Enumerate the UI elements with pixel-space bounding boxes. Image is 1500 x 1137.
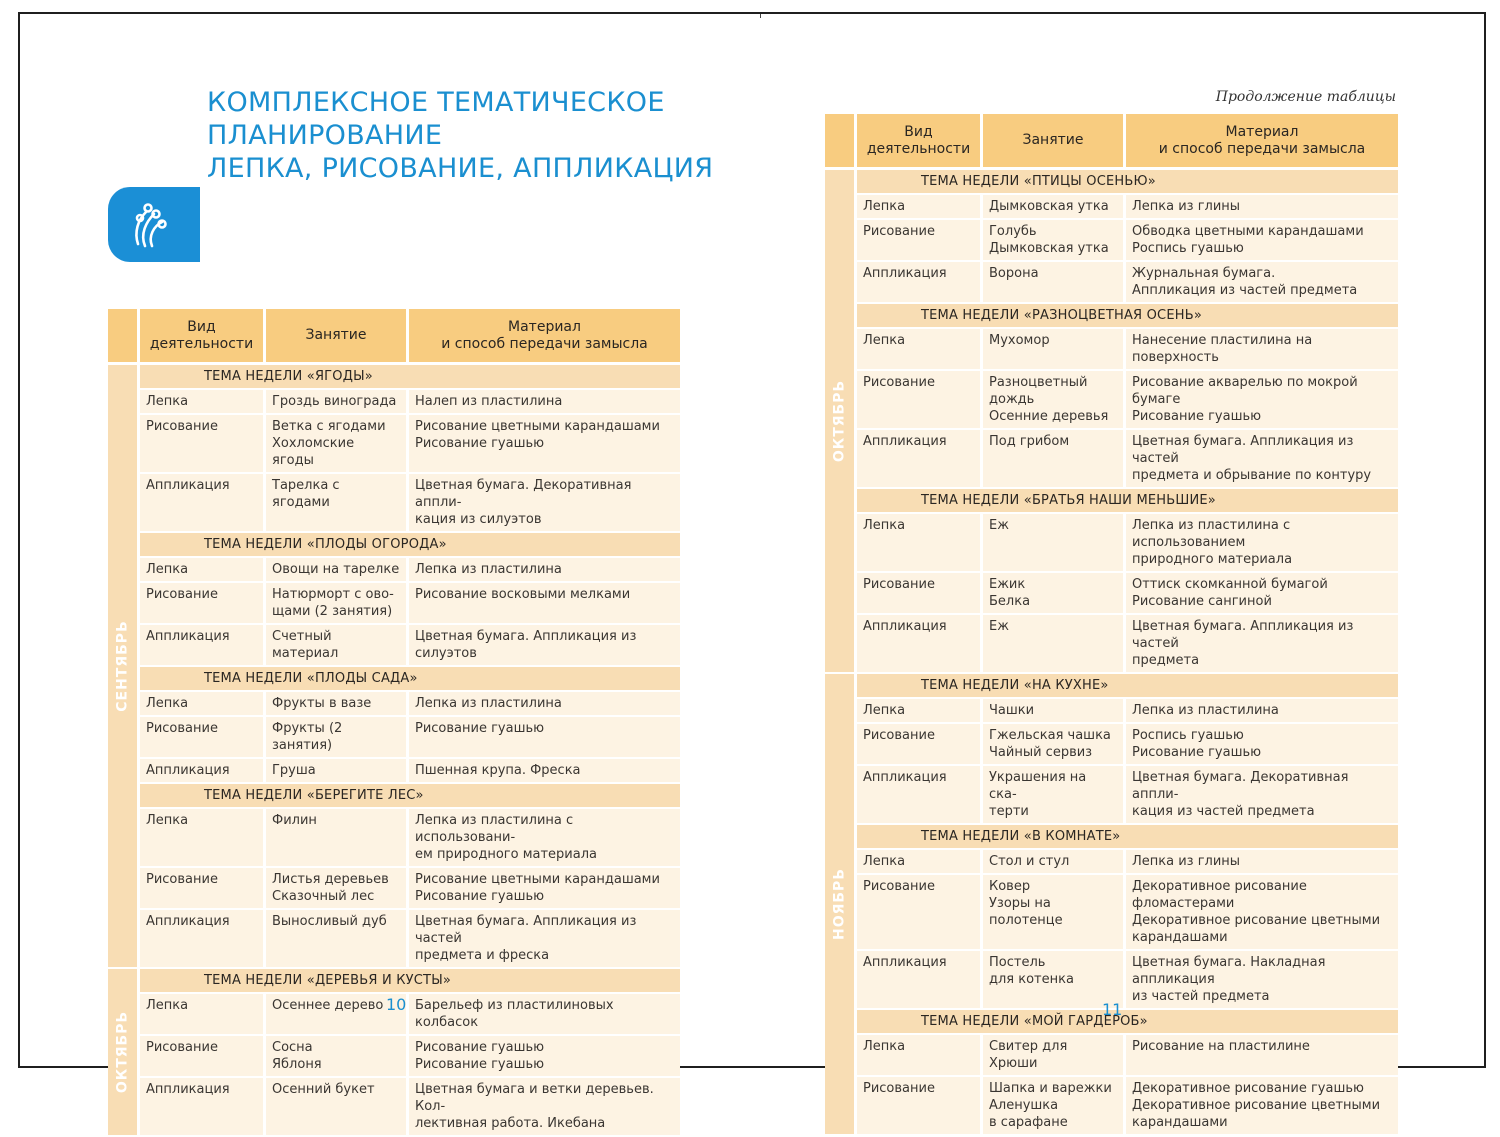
lesson-cell [983, 220, 1126, 262]
lesson-cell [266, 717, 409, 759]
material-cell-line: Рисование акварелью по мокрой бумаге [1132, 375, 1358, 407]
material-cell [1126, 573, 1398, 615]
lesson-cell-line: Чайный сервиз [989, 745, 1093, 760]
topic-row [108, 667, 680, 692]
header-activity: Вид деятельности [140, 309, 266, 365]
lesson-cell-line: Шапка и варежки [989, 1081, 1112, 1096]
header-material: Материал и способ передачи замысла [409, 309, 680, 365]
table-row [825, 262, 1398, 304]
table-row [825, 615, 1398, 674]
page-number-right: 11 [1102, 1000, 1123, 1019]
material-cell-line: карандашами [1132, 1115, 1228, 1130]
lesson-cell-line: Свитер для Хрюши [989, 1039, 1068, 1071]
table-row [825, 1077, 1398, 1136]
material-cell-line: Цветная бумага. Аппликация из частей [1132, 619, 1354, 651]
material-cell-line: лективная работа. Икебана [415, 1116, 606, 1131]
title-line-2: ПЛАНИРОВАНИЕ [207, 120, 443, 151]
lesson-cell [983, 371, 1126, 430]
table-row [108, 415, 680, 474]
header-activity: Вид деятельности [857, 114, 983, 170]
topic-row [825, 304, 1398, 329]
material-cell [1126, 262, 1398, 304]
activity-cell: Аппликация [140, 474, 266, 533]
material-cell-line: Цветная бумага. Аппликация из частей [1132, 434, 1354, 466]
material-cell-line: карандашами [1132, 930, 1228, 945]
table-row [825, 220, 1398, 262]
week-topic: ТЕМА НЕДЕЛИ «БРАТЬЯ НАШИ МЕНЬШИЕ» [857, 489, 1398, 514]
material-cell-line: Лепка из пластилина с использовани- [415, 813, 574, 845]
month-label: ОКТЯБРЬ [114, 1010, 130, 1094]
lesson-cell-line: терти [989, 804, 1029, 819]
lesson-cell-line: Голубь [989, 224, 1037, 239]
table-row [108, 1036, 680, 1078]
table-row [825, 329, 1398, 371]
material-cell-line: Рисование цветными карандашами [415, 419, 660, 434]
material-cell [1126, 724, 1398, 766]
week-topic: ТЕМА НЕДЕЛИ «В КОМНАТЕ» [857, 825, 1398, 850]
topic-row [825, 825, 1398, 850]
lesson-cell [266, 910, 409, 969]
lesson-cell-line: в сарафане [989, 1115, 1068, 1130]
material-cell [1126, 875, 1398, 951]
material-cell [1126, 430, 1398, 489]
material-cell [409, 692, 680, 717]
lesson-cell-line: Тарелка с ягодами [272, 478, 340, 510]
lesson-cell [983, 724, 1126, 766]
table-row [108, 558, 680, 583]
lesson-cell-line: Украшения на ска- [989, 770, 1087, 802]
material-cell-line: Рисование сангиной [1132, 594, 1272, 609]
table-row [108, 692, 680, 717]
table-row [108, 1078, 680, 1137]
material-cell-line: ем природного материала [415, 847, 597, 862]
material-cell-line: Декоративное рисование цветными [1132, 1098, 1381, 1113]
activity-cell: Рисование [140, 717, 266, 759]
title-line-1: КОМПЛЕКСНОЕ ТЕМАТИЧЕСКОЕ [207, 87, 665, 118]
material-cell-line: Рисование гуашью [1132, 409, 1262, 424]
lesson-cell-line: Мухомор [989, 333, 1050, 348]
table-row [825, 766, 1398, 825]
month-band-november [825, 674, 857, 1136]
material-cell-line: Обводка цветными карандашами [1132, 224, 1364, 239]
material-cell [409, 558, 680, 583]
activity-cell: Рисование [857, 1077, 983, 1136]
month-band-october [108, 969, 140, 1137]
lesson-cell [983, 850, 1126, 875]
lesson-cell-line: Сказочный лес [272, 889, 375, 904]
activity-cell: Лепка [140, 692, 266, 717]
activity-cell: Лепка [857, 1035, 983, 1077]
table-row [825, 430, 1398, 489]
activity-cell: Аппликация [857, 430, 983, 489]
material-cell-line: фломастерами [1132, 896, 1235, 911]
table-row [108, 474, 680, 533]
material-cell-line: Цветная бумага и ветки деревьев. Кол- [415, 1082, 654, 1114]
lesson-cell-line: для котенка [989, 972, 1074, 987]
header-lesson: Занятие [983, 114, 1126, 170]
material-cell-line: Декоративное рисование гуашью [1132, 1081, 1364, 1096]
activity-cell: Аппликация [140, 910, 266, 969]
table-row [108, 759, 680, 784]
material-cell-line: Лепка из пластилина с использованием [1132, 518, 1291, 550]
activity-cell: Рисование [857, 724, 983, 766]
table-row [108, 809, 680, 868]
material-cell-line: Цветная бумага. Аппликация из силуэтов [415, 629, 637, 661]
lesson-cell-line: Разноцветный [989, 375, 1088, 390]
lesson-cell-line: Осенние деревья [989, 409, 1109, 424]
material-cell-line: кация из силуэтов [415, 512, 542, 527]
activity-cell: Рисование [140, 1036, 266, 1078]
material-cell-line: Цветная бумага. Накладная аппликация [1132, 955, 1326, 987]
activity-cell: Лепка [857, 850, 983, 875]
lesson-cell-line: Ежик [989, 577, 1026, 592]
section-badge [108, 187, 200, 262]
material-cell-line: Лепка из пластилина [415, 562, 562, 577]
lesson-cell [983, 573, 1126, 615]
lesson-cell-line: Осеннее дерево [272, 998, 384, 1013]
month-label: СЕНТЯБРЬ [114, 620, 130, 712]
book-spread [18, 12, 1486, 1131]
material-cell-line: Барельеф из пластилиновых колбасок [415, 998, 614, 1030]
table-row [108, 910, 680, 969]
table-row [825, 699, 1398, 724]
activity-cell: Рисование [140, 868, 266, 910]
lesson-cell [983, 875, 1126, 951]
month-label: НОЯБРЬ [831, 867, 847, 941]
lesson-cell-line: Выносливый дуб [272, 914, 387, 929]
plan-table-right [825, 114, 1398, 1136]
lesson-cell-line: Еж [989, 619, 1009, 634]
hand-fingers-icon [130, 200, 170, 248]
material-cell-line: Лепка из глины [1132, 199, 1241, 214]
table-row [825, 514, 1398, 573]
activity-cell: Лепка [857, 699, 983, 724]
table-row [825, 850, 1398, 875]
lesson-cell [983, 1077, 1126, 1136]
material-cell [409, 1078, 680, 1137]
material-cell [1126, 220, 1398, 262]
material-cell-line: предмета и обрывание по контуру [1132, 468, 1372, 483]
week-topic: ТЕМА НЕДЕЛИ «ЯГОДЫ» [140, 365, 680, 390]
table-row [108, 390, 680, 415]
lesson-cell [983, 1035, 1126, 1077]
material-cell-line: Оттиск скомканной бумагой [1132, 577, 1328, 592]
activity-cell: Лепка [857, 329, 983, 371]
table-body [825, 170, 1398, 1136]
topic-row [825, 674, 1398, 699]
material-cell [1126, 195, 1398, 220]
lesson-cell-line: Фрукты в вазе [272, 696, 372, 711]
material-cell-line: Декоративное рисование цветными [1132, 913, 1381, 928]
activity-cell: Лепка [857, 514, 983, 573]
week-topic: ТЕМА НЕДЕЛИ «НА КУХНЕ» [857, 674, 1398, 699]
material-cell [409, 390, 680, 415]
lesson-cell-line: Яблоня [272, 1057, 322, 1072]
lesson-cell-line: Еж [989, 518, 1009, 533]
month-band-october [825, 170, 857, 674]
material-cell-line: из частей предмета [1132, 989, 1270, 1004]
lesson-cell [266, 809, 409, 868]
topic-row [108, 969, 680, 994]
title-line-3: ЛЕПКА, РИСОВАНИЕ, АППЛИКАЦИЯ [207, 153, 714, 184]
material-cell [1126, 699, 1398, 724]
table-header [825, 114, 1398, 170]
lesson-cell [266, 390, 409, 415]
activity-cell: Рисование [857, 875, 983, 951]
material-cell-line: Налеп из пластилина [415, 394, 563, 409]
lesson-cell-line: Счетный материал [272, 629, 339, 661]
material-cell-line: природного материала [1132, 552, 1293, 567]
lesson-cell [266, 692, 409, 717]
material-cell [1126, 951, 1398, 1010]
material-cell [409, 759, 680, 784]
material-cell-line: Рисование гуашью [415, 1057, 545, 1072]
lesson-cell-line: Ветка с ягодами [272, 419, 386, 434]
lesson-cell-line: Ворона [989, 266, 1039, 281]
lesson-cell [983, 699, 1126, 724]
material-cell [1126, 514, 1398, 573]
material-cell-line: Нанесение пластилина на поверхность [1132, 333, 1313, 365]
material-cell [1126, 615, 1398, 674]
activity-cell: Лепка [140, 994, 266, 1036]
lesson-cell-line: Дымковская утка [989, 241, 1109, 256]
week-topic: ТЕМА НЕДЕЛИ «ПЛОДЫ САДА» [140, 667, 680, 692]
activity-cell: Аппликация [857, 262, 983, 304]
activity-cell: Рисование [140, 415, 266, 474]
activity-cell: Аппликация [140, 1078, 266, 1137]
lesson-cell [266, 1036, 409, 1078]
material-cell [1126, 850, 1398, 875]
header-month-cell [108, 309, 140, 365]
activity-cell: Рисование [857, 371, 983, 430]
header-material: Материал и способ передачи замысла [1126, 114, 1398, 170]
topic-row [825, 489, 1398, 514]
page-title [207, 86, 713, 185]
week-topic: ТЕМА НЕДЕЛИ «БЕРЕГИТЕ ЛЕС» [140, 784, 680, 809]
activity-cell: Рисование [857, 220, 983, 262]
material-cell [409, 625, 680, 667]
month-band-september [108, 365, 140, 969]
lesson-cell-line: Натюрморт с ово- [272, 587, 394, 602]
lesson-cell [266, 474, 409, 533]
lesson-cell-line: Овощи на тарелке [272, 562, 400, 577]
lesson-cell [266, 558, 409, 583]
continuation-note: Продолжение таблицы [1215, 89, 1396, 105]
material-cell-line: Рисование восковыми мелками [415, 587, 631, 602]
activity-cell: Лепка [140, 390, 266, 415]
table-row [825, 573, 1398, 615]
material-cell [1126, 1077, 1398, 1136]
material-cell-line: предмета [1132, 653, 1200, 668]
material-cell-line: предмета и фреска [415, 948, 550, 963]
material-cell-line: кация из частей предмета [1132, 804, 1315, 819]
lesson-cell-line: Сосна [272, 1040, 313, 1055]
material-cell [409, 994, 680, 1036]
material-cell [409, 474, 680, 533]
activity-cell: Аппликация [857, 766, 983, 825]
lesson-cell-line: Филин [272, 813, 317, 828]
lesson-cell-line: Груша [272, 763, 316, 778]
week-topic: ТЕМА НЕДЕЛИ «МОЙ ГАРДЕРОБ» [857, 1010, 1398, 1035]
topic-row [825, 170, 1398, 195]
material-cell-line: Роспись гуашью [1132, 241, 1244, 256]
lesson-cell [266, 625, 409, 667]
table-row [108, 625, 680, 667]
material-cell-line: Пшенная крупа. Фреска [415, 763, 581, 778]
table-row [108, 583, 680, 625]
table-row [825, 195, 1398, 220]
activity-cell: Лепка [140, 809, 266, 868]
material-cell-line: Рисование гуашью [1132, 745, 1262, 760]
material-cell-line: Рисование гуашью [415, 436, 545, 451]
activity-cell: Лепка [140, 558, 266, 583]
material-cell-line: Цветная бумага. Декоративная аппли- [1132, 770, 1349, 802]
activity-cell: Рисование [140, 583, 266, 625]
lesson-cell-line: Белка [989, 594, 1031, 609]
lesson-cell-line: Ковер [989, 879, 1031, 894]
lesson-cell-line: Под грибом [989, 434, 1070, 449]
lesson-cell [983, 615, 1126, 674]
lesson-cell-line: Фрукты (2 занятия) [272, 721, 343, 753]
month-label: ОКТЯБРЬ [831, 379, 847, 463]
material-cell [409, 1036, 680, 1078]
activity-cell: Рисование [857, 573, 983, 615]
lesson-cell [983, 329, 1126, 371]
activity-cell: Аппликация [857, 615, 983, 674]
lesson-cell [266, 868, 409, 910]
material-cell [409, 868, 680, 910]
material-cell [409, 415, 680, 474]
week-topic: ТЕМА НЕДЕЛИ «РАЗНОЦВЕТНАЯ ОСЕНЬ» [857, 304, 1398, 329]
material-cell-line: Рисование гуашью [415, 1040, 545, 1055]
table-row [825, 724, 1398, 766]
activity-cell: Аппликация [140, 625, 266, 667]
lesson-cell-line: Чашки [989, 703, 1035, 718]
topic-row [108, 533, 680, 558]
lesson-cell-line: Хохломские ягоды [272, 436, 355, 468]
material-cell [1126, 329, 1398, 371]
table-row [108, 717, 680, 759]
material-cell-line: Цветная бумага. Аппликация из частей [415, 914, 637, 946]
material-cell-line: Лепка из глины [1132, 854, 1241, 869]
lesson-cell [266, 583, 409, 625]
lesson-cell [983, 514, 1126, 573]
lesson-cell-line: Листья деревьев [272, 872, 389, 887]
lesson-cell-line: Осенний букет [272, 1082, 375, 1097]
lesson-cell-line: Постель [989, 955, 1046, 970]
week-topic: ТЕМА НЕДЕЛИ «ДЕРЕВЬЯ И КУСТЫ» [140, 969, 680, 994]
lesson-cell [266, 1078, 409, 1137]
lesson-cell-line: Дымковская утка [989, 199, 1109, 214]
page-fold [760, 14, 761, 18]
week-topic: ТЕМА НЕДЕЛИ «ПЛОДЫ ОГОРОДА» [140, 533, 680, 558]
material-cell [409, 910, 680, 969]
material-cell-line: Лепка из пластилина [1132, 703, 1279, 718]
table-header [108, 309, 680, 365]
material-cell [409, 583, 680, 625]
table-row [825, 875, 1398, 951]
material-cell-line: Рисование гуашью [415, 721, 545, 736]
activity-cell: Лепка [857, 195, 983, 220]
lesson-cell [266, 415, 409, 474]
header-month-cell [825, 114, 857, 170]
week-topic: ТЕМА НЕДЕЛИ «ПТИЦЫ ОСЕНЬЮ» [857, 170, 1398, 195]
activity-cell: Аппликация [140, 759, 266, 784]
header-lesson: Занятие [266, 309, 409, 365]
material-cell [1126, 371, 1398, 430]
material-cell-line: Рисование цветными карандашами [415, 872, 660, 887]
table-row [825, 371, 1398, 430]
lesson-cell [983, 262, 1126, 304]
activity-cell: Аппликация [857, 951, 983, 1010]
table-row [825, 1035, 1398, 1077]
lesson-cell-line: Аленушка [989, 1098, 1059, 1113]
lesson-cell-line: Узоры на полотенце [989, 896, 1063, 928]
lesson-cell [983, 195, 1126, 220]
topic-row [108, 365, 680, 390]
material-cell [1126, 766, 1398, 825]
table-body [108, 365, 680, 1137]
material-cell-line: Рисование гуашью [415, 889, 545, 904]
material-cell-line: Роспись гуашью [1132, 728, 1244, 743]
lesson-cell [983, 766, 1126, 825]
lesson-cell [983, 430, 1126, 489]
material-cell [409, 717, 680, 759]
material-cell-line: Цветная бумага. Декоративная аппли- [415, 478, 632, 510]
page-number-left: 10 [386, 995, 407, 1014]
material-cell-line: Рисование на пластилине [1132, 1039, 1310, 1054]
material-cell-line: Аппликация из частей предмета [1132, 283, 1358, 298]
lesson-cell-line: Гроздь винограда [272, 394, 397, 409]
material-cell [409, 809, 680, 868]
material-cell-line: Лепка из пластилина [415, 696, 562, 711]
material-cell-line: Журнальная бумага. [1132, 266, 1276, 281]
table-row [108, 868, 680, 910]
lesson-cell-line: Гжельская чашка [989, 728, 1111, 743]
topic-row [108, 784, 680, 809]
material-cell [1126, 1035, 1398, 1077]
lesson-cell-line: Стол и стул [989, 854, 1070, 869]
lesson-cell-line: щами (2 занятия) [272, 604, 393, 619]
material-cell-line: Декоративное рисование [1132, 879, 1307, 894]
lesson-cell [266, 759, 409, 784]
lesson-cell-line: дождь [989, 392, 1035, 407]
